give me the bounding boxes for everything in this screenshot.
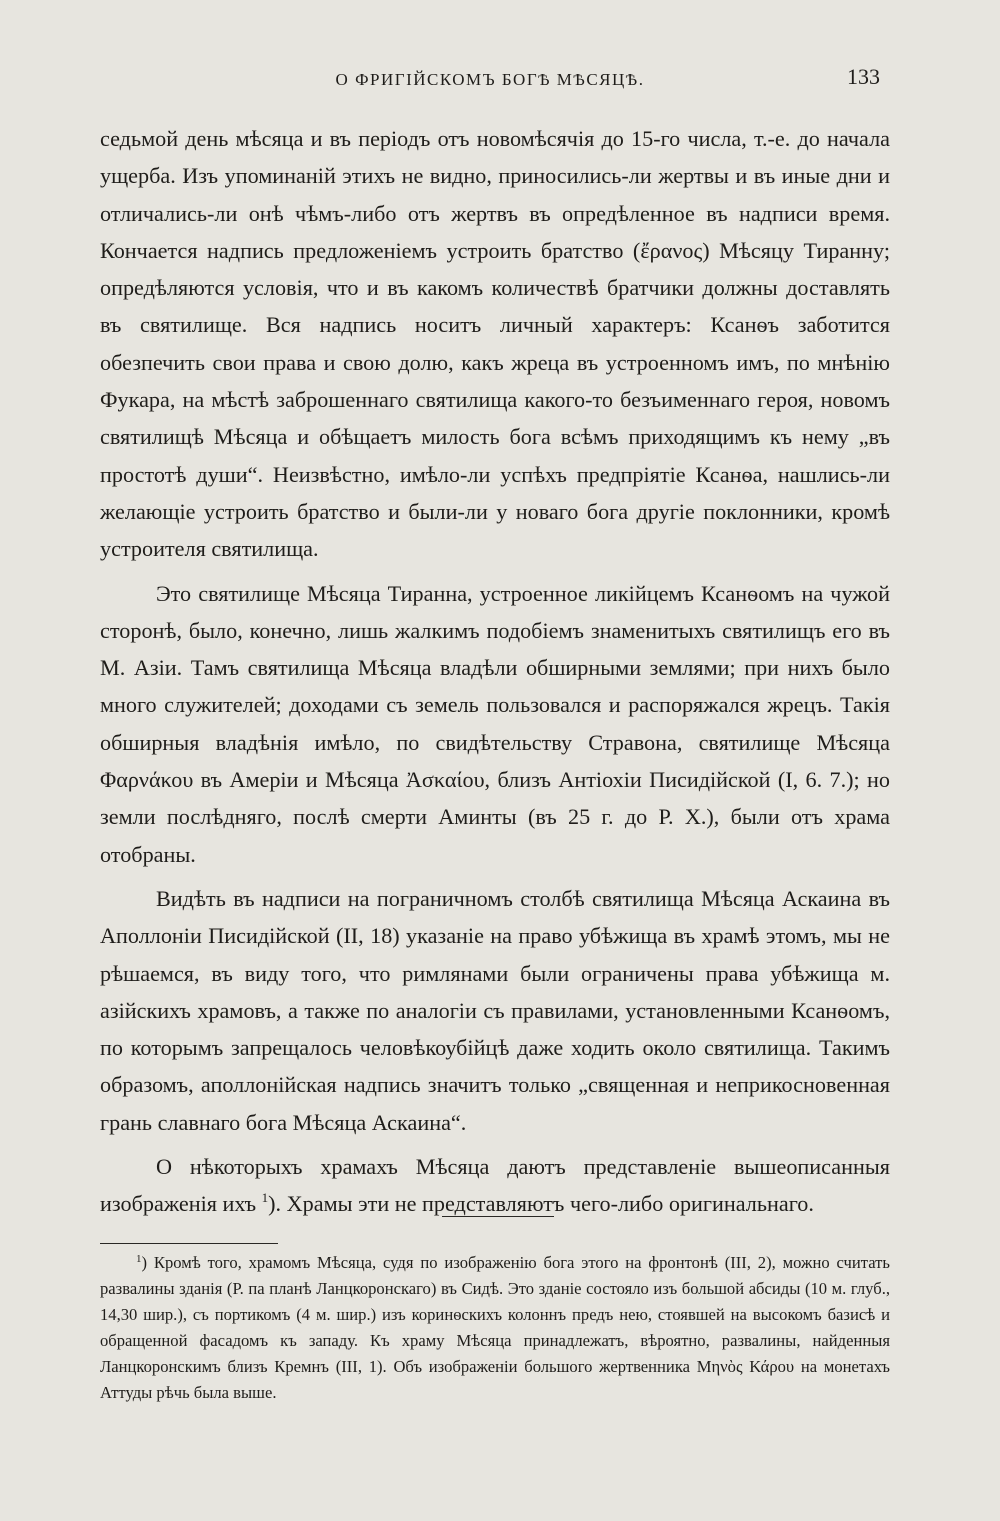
footnotes <box>100 1250 890 1407</box>
page-number: 133 <box>847 64 880 89</box>
section-end-rule <box>442 1216 554 1217</box>
running-header <box>100 64 880 92</box>
paragraph-1: седьмой день мѣсяца и въ періодъ отъ новомѣсячія до 15-го числа, т.-е. до начала ущерба. Изъ упоминаній этихъ не видно, приносились-ли жертвы и въ иные дни и отличались-ли онѣ чѣмъ-либо отъ жертвъ въ опредѣленное въ надписи время. Кончается надпись предложеніемъ устроить братство (ἔρανος) Мѣсяцу Тиранну; опредѣляются условія, что и въ какомъ количествѣ братчики должны доставлять въ святилище. Вся надпись носитъ личный характеръ: Ксанѳъ заботится обезпечить свои права и свою долю, какъ жреца въ устроенномъ имъ, по мнѣнію Фукара, на мѣстѣ заброшеннаго святилища какого-то безъименнаго героя, новомъ святилищѣ Мѣсяца и обѣщаетъ милость бога всѣмъ приходящимъ къ нему „въ простотѣ души“. Неизвѣстно, имѣло-ли успѣхъ предпріятіе Ксанѳа, нашлись-ли желающіе устроить братство и были-ли у новаго бога другіе поклонники, кромѣ устроителя святилища. <box>100 126 890 562</box>
footnote-1-text: ) Кромѣ того, храмомъ Мѣсяца, судя по изображенію бога этого на фронтонѣ (III, 2), можно считать развалины зданія (Р. па планѣ Ланцкоронскаго) въ Сидѣ. Это зданіе состояло изъ большой абсиды (10 м. глуб., 14,30 шир.), съ портикомъ (4 м. шир.) изъ коринѳскихъ колоннъ предъ нею, стоявшей на высокомъ базисѣ и обращенной фасадомъ къ западу. Къ храму Мѣсяца принадлежатъ, вѣроятно, развалины, найденныя Ланцкоронскимъ близъ Кремнъ (III, 1). Объ изображеніи большого жертвенника Μηνὸς Κάρου на монетахъ Аттуды рѣчь была выше. <box>100 1253 890 1403</box>
paragraph-4-text-after: ). Храмы эти не представляютъ чего-либо оригинальнаго. <box>268 1191 814 1217</box>
paragraph-3: Видѣть въ надписи на пограничномъ столбѣ святилища Мѣсяца Аскаина въ Аполлоніи Писидійской (II, 18) указаніе на право убѣжища въ храмѣ этомъ, мы не рѣшаемся, въ виду того, что римлянами были ограничены права убѣжища м. азійскихъ храмовъ, а также по аналогіи съ правилами, установленными Ксанѳомъ, по которымъ запрещалось человѣкоубійцѣ даже ходить около святилища. Такимъ образомъ, аполлонійская надпись значитъ только „священная и неприкосновенная грань славнаго бога Мѣсяца Аскаина“. <box>100 885 890 1135</box>
footnote-reference-1[interactable]: 1 <box>261 1190 269 1206</box>
paragraph-4-text-before: О нѣкоторыхъ храмахъ Мѣсяца даютъ представленіе вышеописанныя изображенія ихъ <box>100 1154 890 1217</box>
paragraph-4 <box>100 1148 890 1223</box>
footnote-separator <box>100 1243 278 1244</box>
paragraph-2: Это святилище Мѣсяца Тиранна, устроенное ликійцемъ Ксанѳомъ на чужой сторонѣ, было, конечно, лишь жалкимъ подобіемъ знаменитыхъ святилищъ его въ М. Азіи. Тамъ святилища Мѣсяца владѣли обширными землями; при нихъ было много служителей; доходами съ земель пользовался и распоряжался жрецъ. Такія обширныя владѣнія имѣло, по свидѣтельству Стравона, святилище Мѣсяца Φαρνάκου въ Амеріи и Мѣсяца Ἀσκαίου, близъ Антіохіи Писидійской (I, 6. 7.); но земли послѣдняго, послѣ смерти Аминты (въ 25 г. до Р. Х.), были отъ храма отобраны. <box>100 580 890 867</box>
main-text <box>100 120 890 1223</box>
footnote-1 <box>100 1250 890 1407</box>
running-title: О ФРИГІЙСКОМЪ БОГѢ МѢСЯЦѢ. <box>335 70 645 89</box>
footnote-marker-1: 1 <box>136 1253 142 1265</box>
